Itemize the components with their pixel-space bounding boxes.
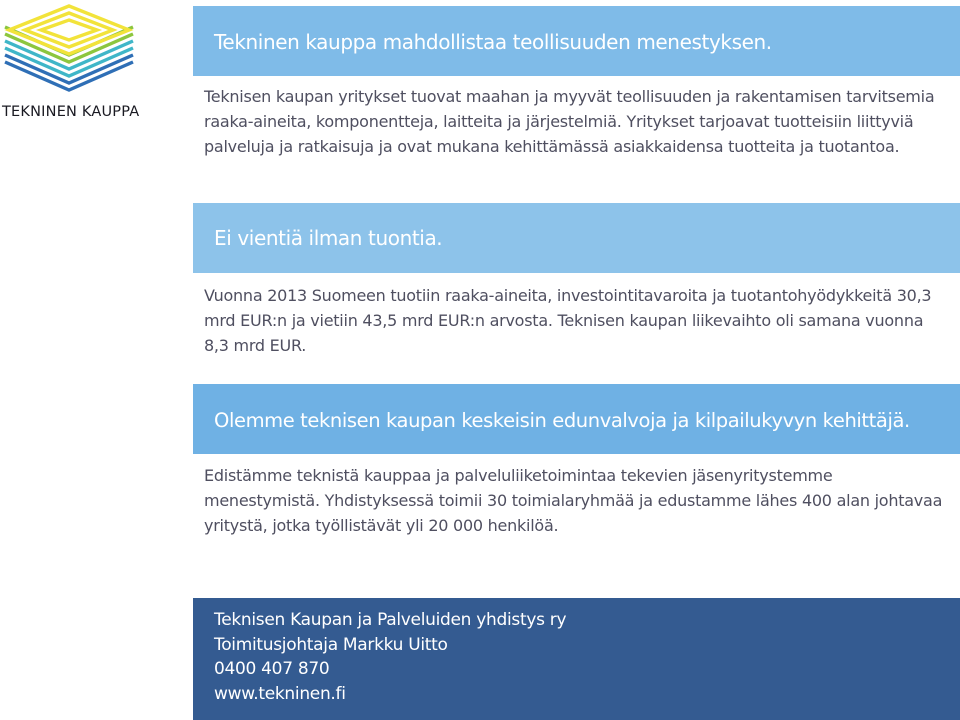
ceo-name: Toimitusjohtaja Markku Uitto xyxy=(214,634,448,655)
organization-name: Teknisen Kaupan ja Palveluiden yhdistys ry xyxy=(214,610,567,630)
section-body-3: Edistämme teknistä kauppaa ja palveluliiketoimintaa tekevien jäsenyritystemme menestymistä. Yhdistyksessä toimii 30 toimialaryhmää ja edustamme lähes 400 alan johtavaa yritystä, jotka työllistävät yli 20 000 henkilöä. xyxy=(204,466,943,535)
section-heading-1: Tekninen kauppa mahdollistaa teollisuuden menestyksen. xyxy=(193,6,960,76)
section-heading-2: Ei vientiä ilman tuontia. xyxy=(193,203,960,273)
section-heading-3: Olemme teknisen kaupan keskeisin edunvalvoja ja kilpailukyvyn kehittäjä. xyxy=(193,384,960,454)
logo-text: TEKNINEN KAUPPA xyxy=(2,104,140,120)
section-body-1: Teknisen kaupan yritykset tuovat maahan ja myyvät teollisuuden ja rakentamisen tarvitsemia raaka-aineita, komponentteja, laitteita ja järjestelmiä. Yritykset tarjoavat tuotteisiin liittyviä palveluja ja ratkaisuja ja ovat mukana kehittämässä asiakkaidensa tuotteita ja tuotantoa. xyxy=(204,87,935,156)
tekninen-kauppa-logo-icon xyxy=(2,2,136,94)
phone-number: 0400 407 870 xyxy=(214,659,330,679)
logo xyxy=(0,0,190,130)
section-body-2: Vuonna 2013 Suomeen tuotiin raaka-aineita, investointitavaroita ja tuotantohyödykkeitä 30,3 mrd EUR:n ja vietiin 43,5 mrd EUR:n arvosta. Teknisen kaupan liikevaihto oli samana vuonna 8,3 mrd EUR. xyxy=(204,286,932,355)
contact-footer xyxy=(193,598,960,720)
website-link[interactable]: www.tekninen.fi xyxy=(214,683,346,704)
